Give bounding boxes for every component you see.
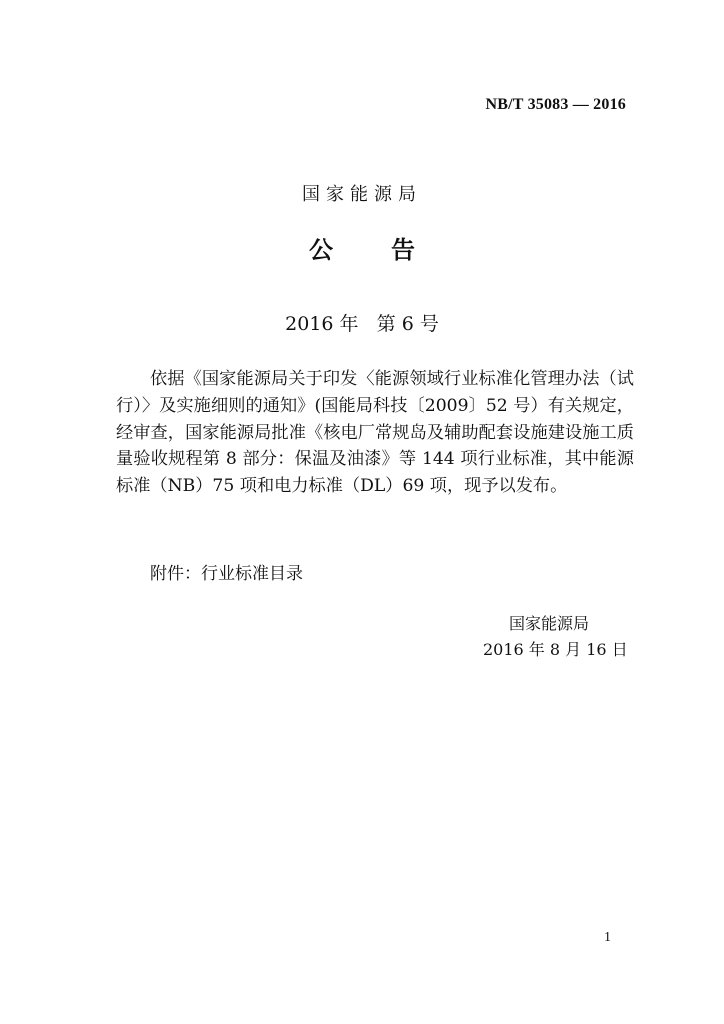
page-number: 1 bbox=[604, 930, 611, 945]
signature-issuer: 国家能源局 bbox=[509, 614, 590, 633]
signature-date: 2016 年 8 月 16 日 bbox=[483, 640, 628, 659]
standard-code: NB/T 35083 — 2016 bbox=[485, 96, 626, 113]
announcement-number: 2016 年 第 6 号 bbox=[285, 313, 439, 335]
attachment-line: 附件：行业标准目录 bbox=[150, 564, 303, 584]
page-title: 公告 bbox=[309, 236, 473, 264]
announcement-body: 依据《国家能源局关于印发〈能源领域行业标准化管理办法（试行）〉及实施细则的通知》(国能局科技〔2009〕52 号）有关规定，经审查，国家能源局批准《核电厂常规岛及辅助配套设施建设施工质量验收规程第 8 部分：保温及油漆》等 144 项行业标准，其中能源标准（NB）75 项和电力标准（DL）69 项，现予以发布。 bbox=[116, 369, 634, 497]
issuer-heading: 国家能源局 bbox=[302, 184, 422, 205]
